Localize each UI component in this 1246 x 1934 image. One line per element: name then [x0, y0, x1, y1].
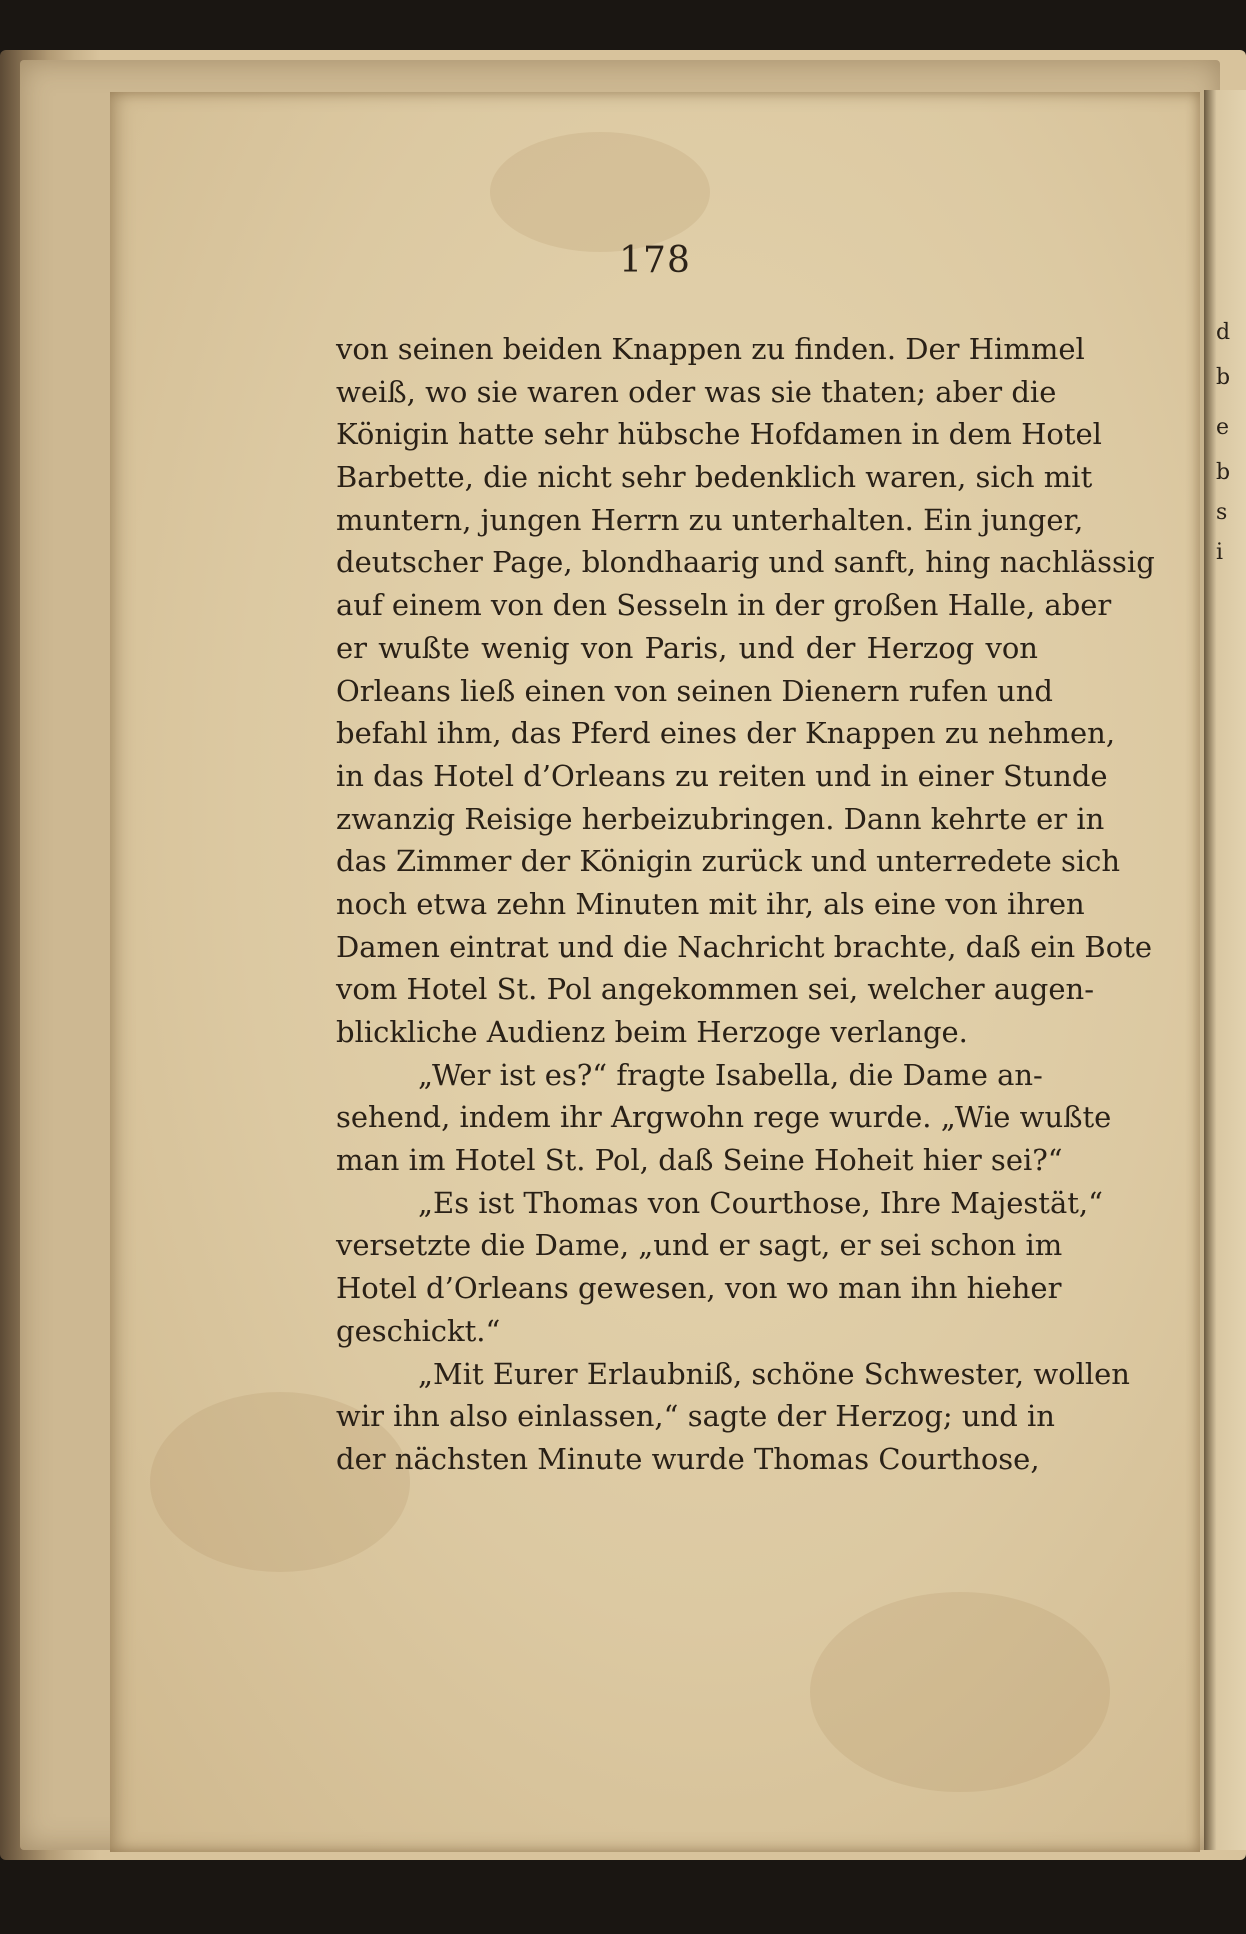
- text-line: „Wer ist es?“ fragte Isabella, die Dame an-: [418, 1057, 1043, 1092]
- text-line: man im Hotel St. Pol, daß Seine Hoheit hier sei?“: [336, 1143, 1063, 1178]
- text-line: in das Hotel d’Orleans zu reiten und in einer Stunde: [336, 758, 1108, 793]
- text-line: der nächsten Minute wurde Thomas Courthose,: [336, 1441, 1040, 1476]
- text-line: versetzte die Dame, „und er sagt, er sei schon im: [336, 1228, 1063, 1263]
- text-line: noch etwa zehn Minuten mit ihr, als eine von ihren: [336, 886, 1085, 921]
- text-line: er wußte wenig von Paris, und der Herzog von: [336, 630, 1038, 665]
- text-line: „Es ist Thomas von Courthose, Ihre Majestät,“: [418, 1185, 1103, 1220]
- body-text: [336, 328, 1155, 1481]
- next-page-fragment: i: [1216, 540, 1224, 565]
- next-page-fragment: b: [1216, 460, 1231, 485]
- text-line: befahl ihm, das Pferd eines der Knappen zu nehmen,: [336, 716, 1116, 751]
- text-line: Königin hatte sehr hübsche Hofdamen in dem Hotel: [336, 417, 1102, 452]
- text-line: deutscher Page, blondhaarig und sanft, hing nachlässig: [336, 545, 1155, 580]
- next-page-fragment: b: [1216, 365, 1231, 390]
- text-line: Damen eintrat und die Nachricht brachte, daß ein Bote: [336, 929, 1153, 964]
- page-number: 178: [619, 240, 691, 281]
- text-line: „Mit Eurer Erlaubniß, schöne Schwester, wollen: [418, 1356, 1130, 1391]
- next-page-fragment: e: [1216, 415, 1230, 440]
- paper-stain: [490, 132, 710, 252]
- text-line: wir ihn also einlassen,“ sagte der Herzog; und in: [336, 1399, 1055, 1434]
- text-line: weiß, wo sie waren oder was sie thaten; aber die: [336, 374, 1057, 409]
- text-line: von seinen beiden Knappen zu finden. Der Himmel: [336, 332, 1085, 366]
- text-line: auf einem von den Sesseln in der großen Halle, aber: [336, 588, 1112, 623]
- text-line: muntern, jungen Herrn zu unterhalten. Ein junger,: [336, 502, 1084, 537]
- text-line: sehend, indem ihr Argwohn rege wurde. „Wie wußte: [336, 1100, 1112, 1135]
- text-line: Hotel d’Orleans gewesen, von wo man ihn hieher: [336, 1271, 1062, 1306]
- next-page-fragment: d: [1216, 320, 1231, 345]
- paper-stain: [810, 1592, 1110, 1792]
- book-page: [110, 92, 1200, 1852]
- text-line: zwanzig Reisige herbeizubringen. Dann kehrte er in: [336, 801, 1105, 836]
- text-line: blickliche Audienz beim Herzoge verlange.: [336, 1015, 968, 1049]
- next-page-fragment: s: [1216, 500, 1228, 525]
- text-line: vom Hotel St. Pol angekommen sei, welcher augen-: [336, 972, 1094, 1007]
- text-line: Orleans ließ einen von seinen Dienern rufen und: [336, 673, 1053, 708]
- text-line: das Zimmer der Königin zurück und unterredete sich: [336, 844, 1121, 879]
- next-page-edge: [1204, 90, 1246, 1850]
- text-line: Barbette, die nicht sehr bedenklich waren, sich mit: [336, 460, 1093, 495]
- text-line: geschickt.“: [336, 1313, 501, 1348]
